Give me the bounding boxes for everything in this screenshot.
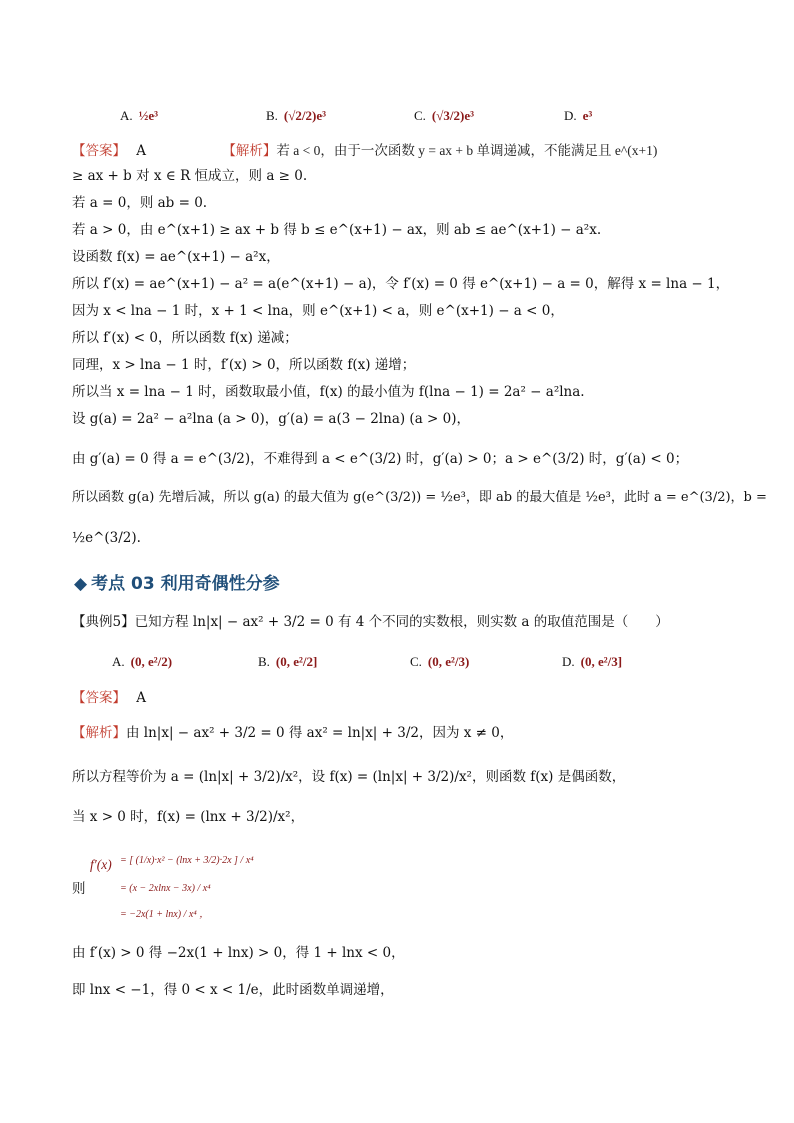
section-title: 考点 03 利用奇偶性分参 (91, 574, 280, 594)
solution-line-9: 所以当 x = lna − 1 时，函数取最小值，f(x) 的最小值为 f(lna − 1) = 2a² − a²lna. (72, 384, 585, 400)
solution-line-12: 所以函数 g(a) 先增后减，所以 g(a) 的最大值为 g(e^(3/2)) = ½e³，即 ab 的最大值是 ½e³，此时 a = e^(3/2)，b = (72, 490, 767, 505)
analysis2-tail-1: 由 f′(x) > 0 得 −2x(1 + lnx) > 0，得 1 + lnx < 0， (72, 945, 405, 961)
solution-line-13: ½e^(3/2). (72, 530, 141, 546)
analysis-tag: 【解析】 (222, 143, 277, 159)
derivative-label: f′(x) (90, 857, 112, 872)
analysis-text: 若 a < 0，由于一次函数 y = ax + b 单调递减，不能满足且 e^(x+1) (276, 143, 658, 158)
analysis2-line-2: 所以方程等价为 a = (ln|x| + 3/2)/x²，设 f(x) = (ln|x| + 3/2)/x²，则函数 f(x) 是偶函数， (72, 769, 626, 785)
example-line (72, 613, 669, 631)
analysis2-line-1 (72, 724, 513, 742)
solution-line-6: 因为 x < lna − 1 时，x + 1 < lna，则 e^(x+1) < a，则 e^(x+1) − a < 0， (72, 303, 564, 319)
derivative-step-2: = (x − 2xlnx − 3x) / x⁴ (120, 883, 211, 894)
option-a-bottom: A. (0, e²/2) (112, 654, 173, 669)
answer2-value: A (136, 690, 147, 706)
option-a-top: A. ½e³ (120, 108, 159, 123)
option-b-top: B. (√2/2)e³ (266, 108, 326, 123)
analysis2-tag: 【解析】 (72, 725, 126, 741)
solution-line-10: 设 g(a) = 2a² − a²lna (a > 0)，g′(a) = a(3 − 2lna) (a > 0)， (72, 411, 470, 427)
solution-line-8: 同理，x > lna − 1 时，f′(x) > 0，所以函数 f(x) 递增； (72, 357, 416, 373)
answer-line-1 (72, 142, 657, 160)
answer2-line (72, 689, 146, 707)
option-d-bottom: D. (0, e²/3] (562, 654, 623, 669)
solution-line-2: 若 a = 0，则 ab = 0. (72, 195, 208, 211)
solution-line-4: 设函数 f(x) = ae^(x+1) − a²x， (72, 249, 280, 265)
analysis2-line-3: 当 x > 0 时，f(x) = (lnx + 3/2)/x²， (72, 809, 305, 825)
answer-tag: 【答案】 (72, 143, 126, 159)
option-b-bottom: B. (0, e²/2] (258, 654, 318, 669)
option-c-bottom: C. (0, e²/3) (410, 654, 470, 669)
derivative-then: 则 (72, 881, 86, 897)
diamond-icon: ◆ (74, 574, 88, 594)
derivative-step-1: = [ (1/x)·x² − (lnx + 3/2)·2x ] / x⁴ (120, 855, 254, 866)
solution-line-3: 若 a > 0，由 e^(x+1) ≥ ax + b 得 b ≤ e^(x+1) − ax，则 ab ≤ ae^(x+1) − a²x. (72, 222, 602, 238)
example-text: 已知方程 ln|x| − ax² + 3/2 = 0 有 4 个不同的实数根，则实数 a 的取值范围是（ ） (134, 614, 669, 630)
section-heading (74, 569, 280, 594)
analysis2-tail-2: 即 lnx < −1，得 0 < x < 1/e，此时函数单调递增， (72, 982, 394, 998)
solution-line-7: 所以 f′(x) < 0，所以函数 f(x) 递减； (72, 330, 298, 346)
option-d-top: D. e³ (564, 108, 593, 123)
answer-value: A (136, 143, 147, 159)
solution-line-5: 所以 f′(x) = ae^(x+1) − a² = a(e^(x+1) − a)，令 f′(x) = 0 得 e^(x+1) − a = 0，解得 x = lna − 1， (72, 276, 730, 292)
option-c-top: C. (√3/2)e³ (414, 108, 474, 123)
example-tag: 【典例5】 (72, 614, 135, 630)
analysis2-text-1: 由 ln|x| − ax² + 3/2 = 0 得 ax² = ln|x| + 3/2，因为 x ≠ 0， (126, 725, 514, 741)
solution-line-1: ≥ ax + b 对 x ∈ R 恒成立，则 a ≥ 0. (72, 168, 308, 184)
solution-line-11: 由 g′(a) = 0 得 a = e^(3/2)，不难得到 a < e^(3/2) 时，g′(a) > 0；a > e^(3/2) 时，g′(a) < 0； (72, 451, 689, 467)
derivative-step-3: = −2x(1 + lnx) / x⁴ ， (120, 909, 210, 920)
answer2-tag: 【答案】 (72, 690, 126, 706)
